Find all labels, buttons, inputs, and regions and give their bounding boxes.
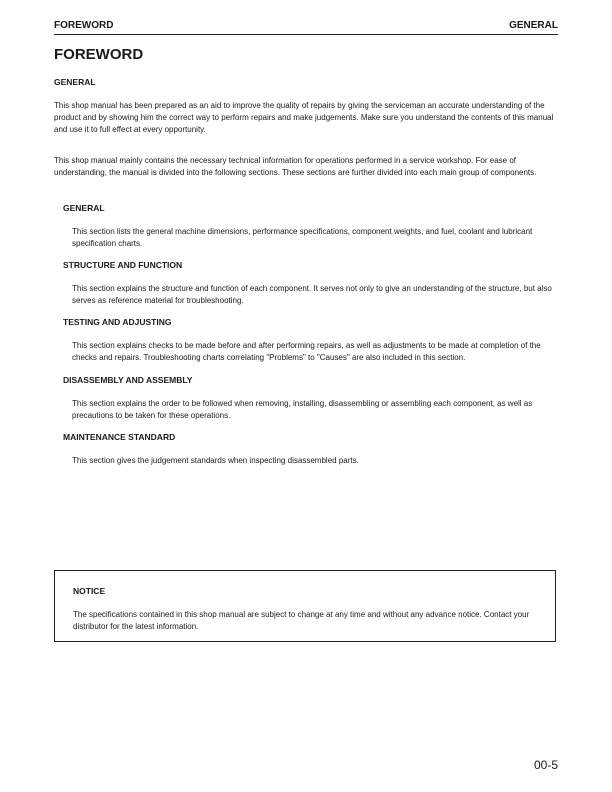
page-header — [54, 18, 558, 35]
notice-body: The specifications contained in this shop manual are subject to change at any time and without any advance notice. Contact your distributor for the latest information. — [73, 610, 530, 631]
section-body-general: This section lists the general machine dimensions, performance specifications, component weights, and fuel, coolant and lubricant specification charts. — [72, 227, 533, 248]
section-body-disassembly: This section explains the order to be followed when removing, installing, disassembling or assembling each component, as well as precautions to be taken for these operations. — [72, 399, 533, 420]
section-title-structure: STRUCTURE AND FUNCTION — [63, 260, 183, 270]
page-title: FOREWORD — [54, 46, 144, 63]
subheading: GENERAL — [54, 77, 96, 87]
page-number: 00-5 — [533, 758, 558, 772]
intro-paragraph-2: This shop manual mainly contains the necessary technical information for operations performed in a service workshop. For ease of understanding, the manual is divided into the following sections. These sections are further divided into each main group of components. — [54, 156, 537, 177]
header-section-title: GENERAL — [509, 20, 558, 31]
section-title-testing: TESTING AND ADJUSTING — [63, 317, 172, 327]
section-title-general: GENERAL — [63, 203, 105, 213]
section-title-disassembly: DISASSEMBLY AND ASSEMBLY — [63, 375, 193, 385]
notice-box — [54, 570, 556, 642]
intro-paragraph-1: This shop manual has been prepared as an aid to improve the quality of repairs by giving the serviceman an accurate understanding of the product and by showing him the correct way to perform repairs and make judgements. Make sure you understand the contents of this manual and use it to full effect at every opportunity. — [54, 101, 554, 134]
header-chapter-title: FOREWORD — [54, 20, 114, 31]
notice-title: NOTICE — [73, 586, 106, 596]
section-title-maintenance: MAINTENANCE STANDARD — [63, 432, 176, 442]
section-body-structure: This section explains the structure and function of each component. It serves not only to give an understanding of the structure, but also serves as reference material for troubleshooting. — [72, 284, 552, 305]
section-body-maintenance: This section gives the judgement standards when inspecting disassembled parts. — [72, 456, 359, 465]
section-body-testing: This section explains checks to be made before and after performing repairs, as well as adjustments to be made at completion of the checks and repairs. Troubleshooting charts correlating "Problems" to "Causes" are also included in this section. — [72, 341, 541, 362]
